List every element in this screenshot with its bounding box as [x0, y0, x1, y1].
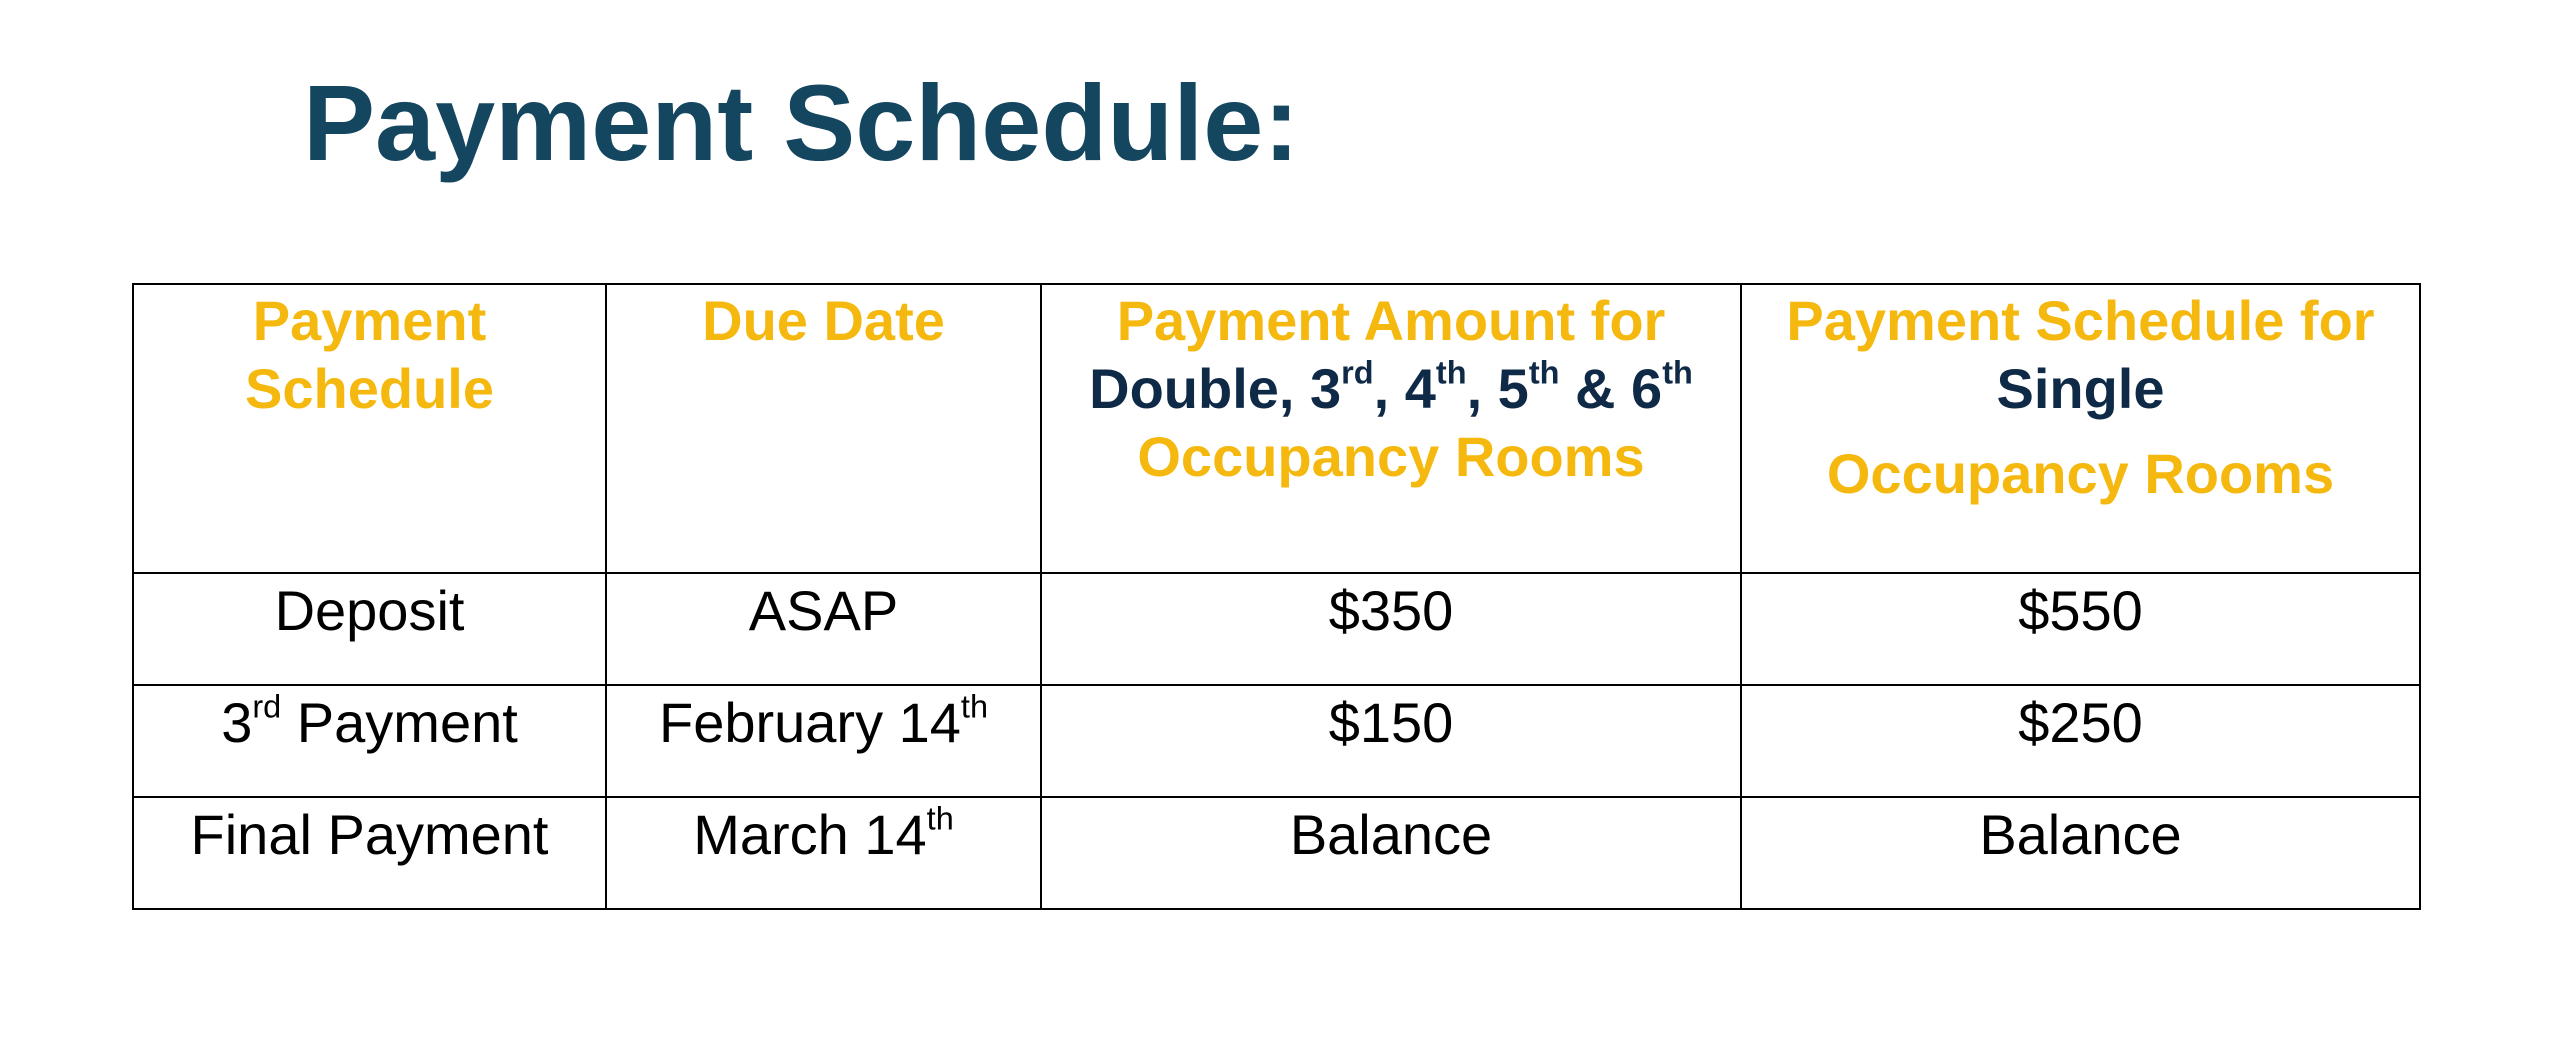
header-single-occupancy-spacer	[1748, 423, 2413, 440]
header-single-occupancy	[1741, 284, 2420, 573]
schedule-text: 3	[221, 691, 253, 754]
header-double-occupancy-sup-d: th	[1662, 354, 1693, 391]
header-double-occupancy	[1041, 284, 1741, 573]
header-double-occupancy-part-b: , 4	[1373, 357, 1436, 420]
due-text: March 14	[693, 803, 927, 866]
payment-schedule-table	[132, 283, 2421, 910]
header-single-occupancy-line3: Occupancy Rooms	[1826, 442, 2335, 505]
header-double-occupancy-sup-a: rd	[1341, 354, 1374, 391]
due-sup: th	[960, 688, 989, 725]
table-row	[133, 573, 2420, 685]
header-double-occupancy-part-d: & 6	[1559, 357, 1663, 420]
header-single-occupancy-line2: Single	[1996, 357, 2165, 420]
header-double-occupancy-line1: Payment Amount for	[1116, 289, 1666, 352]
header-double-occupancy-part-a: Double, 3	[1089, 357, 1342, 420]
cell-payment-schedule	[133, 685, 606, 797]
table-row	[133, 685, 2420, 797]
cell-double-amount: $350	[1041, 573, 1741, 685]
cell-single-amount: $550	[1741, 573, 2420, 685]
header-double-occupancy-sup-b: th	[1435, 354, 1467, 391]
cell-due-date	[606, 797, 1041, 909]
header-payment-schedule	[133, 284, 606, 573]
cell-payment-schedule	[133, 797, 606, 909]
header-due-date	[606, 284, 1041, 573]
due-text: ASAP	[748, 579, 899, 642]
header-double-occupancy-sup-c: th	[1528, 354, 1560, 391]
page-title: Payment Schedule:	[303, 62, 1300, 183]
header-double-occupancy-line3: Occupancy Rooms	[1137, 425, 1645, 488]
cell-payment-schedule	[133, 573, 606, 685]
schedule-suffix: Payment	[281, 691, 518, 754]
header-double-occupancy-part-c: , 5	[1466, 357, 1529, 420]
schedule-sup: rd	[252, 688, 282, 725]
header-due-date-line1: Due Date	[702, 289, 945, 352]
cell-single-amount: Balance	[1741, 797, 2420, 909]
table-header-row	[133, 284, 2420, 573]
schedule-text: Final Payment	[190, 803, 549, 866]
due-text: February 14	[658, 691, 961, 754]
header-payment-schedule-line1: Payment	[252, 289, 487, 352]
table-row	[133, 797, 2420, 909]
cell-single-amount: $250	[1741, 685, 2420, 797]
header-single-occupancy-line1: Payment Schedule for	[1786, 289, 2375, 352]
cell-due-date	[606, 685, 1041, 797]
schedule-text: Deposit	[274, 579, 465, 642]
cell-double-amount: $150	[1041, 685, 1741, 797]
header-payment-schedule-line2: Schedule	[245, 357, 494, 420]
header-double-occupancy-line2	[1048, 355, 1734, 423]
cell-due-date	[606, 573, 1041, 685]
due-sup: th	[926, 800, 954, 837]
cell-double-amount: Balance	[1041, 797, 1741, 909]
